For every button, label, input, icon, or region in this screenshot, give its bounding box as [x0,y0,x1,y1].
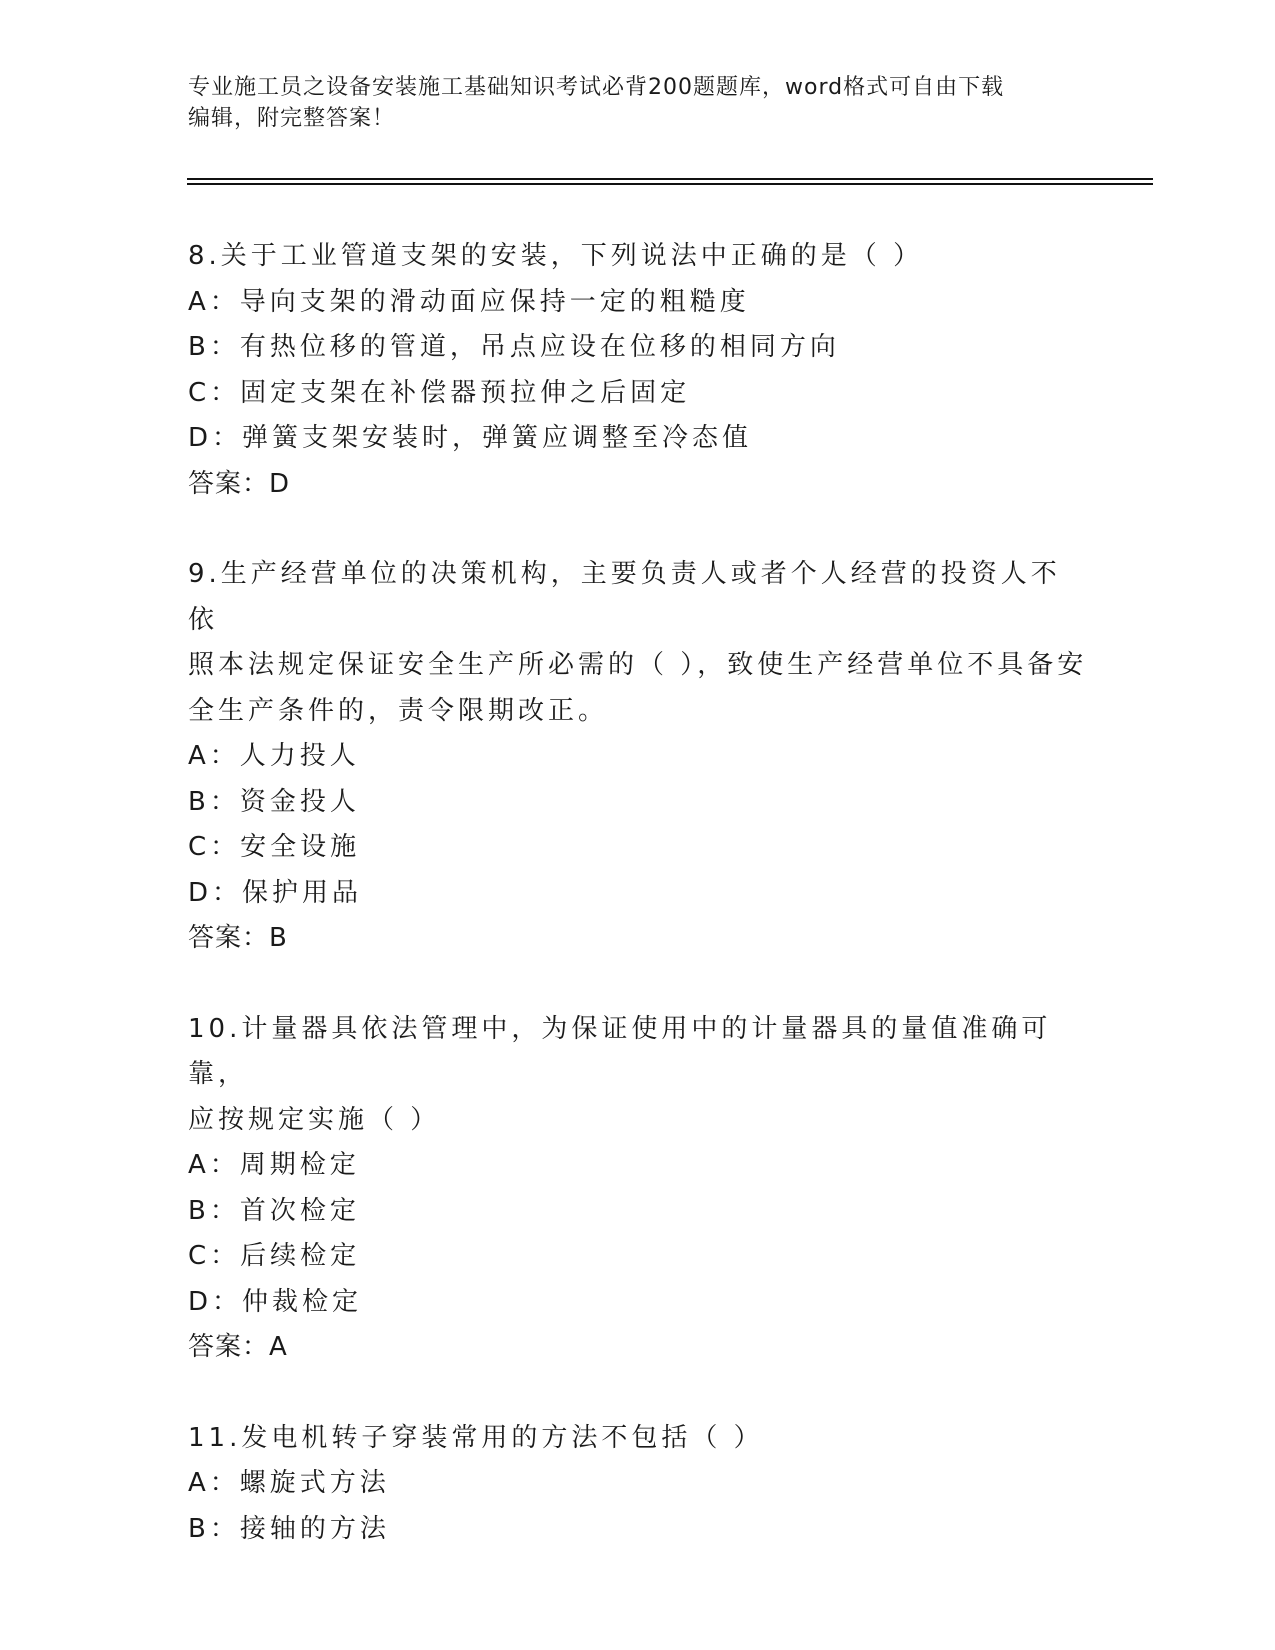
answer: 答案：B [188,923,288,953]
question-11 [188,1416,1088,1553]
question-8 [188,234,1088,507]
option-a: A：导向支架的滑动面应保持一定的粗糙度 [188,286,750,317]
header-divider-top [187,178,1153,180]
question-stem-line-2: 照本法规定保证安全生产所必需的（ ），致使生产经营单位不具备安 [188,650,1088,680]
header-line-2: 编辑，附完整答案！ [188,106,396,131]
question-stem-line-1: 9.生产经营单位的决策机构，主要负责人或者个人经营的投资人不依 [188,559,1061,635]
question-stem: 8.关于工业管道支架的安装，下列说法中正确的是（ ） [188,241,924,271]
question-stem-line-2: 应按规定实施（ ） [188,1104,441,1135]
option-b: B：接轴的方法 [188,1513,390,1544]
option-b: B：有热位移的管道，吊点应设在位移的相同方向 [188,332,840,362]
question-list [188,234,1088,1597]
header-divider-bottom [187,183,1153,185]
question-stem-line-1: 10.计量器具依法管理中，为保证使用中的计量器具的量值准确可靠， [188,1013,1052,1089]
question-stem: 11.发电机转子穿装常用的方法不包括（ ） [188,1422,764,1453]
document-header [188,72,1088,134]
option-c: C：后续检定 [188,1241,361,1271]
question-10 [188,1007,1088,1371]
answer: 答案：D [188,468,291,499]
option-b: B：首次检定 [188,1195,360,1226]
option-d: D：保护用品 [188,877,363,908]
question-stem-line-3: 全生产条件的，责令限期改正。 [188,695,609,726]
option-c: C：安全设施 [188,832,361,862]
answer: 答案：A [188,1332,288,1362]
option-a: A：人力投人 [188,741,360,771]
header-line-1: 专业施工员之设备安装施工基础知识考试必背200题题库，word格式可自由下载 [188,75,1005,100]
option-b: B：资金投人 [188,786,360,817]
option-c: C：固定支架在补偿器预拉伸之后固定 [188,377,691,408]
option-d: D：弹簧支架安装时，弹簧应调整至冷态值 [188,423,753,453]
question-9 [188,552,1088,962]
option-a: A：螺旋式方法 [188,1468,390,1498]
option-a: A：周期检定 [188,1150,360,1180]
option-d: D：仲裁检定 [188,1286,363,1317]
